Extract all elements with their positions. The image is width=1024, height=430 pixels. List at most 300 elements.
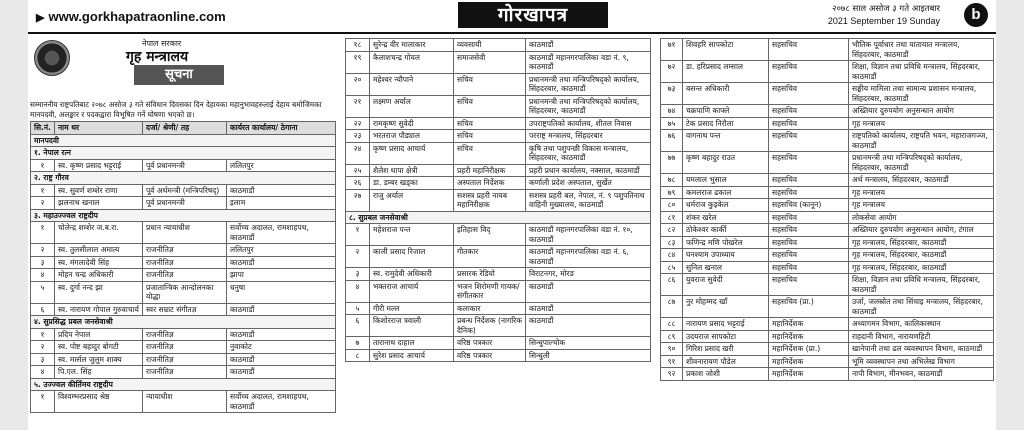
cell-rank: महानिर्देशक bbox=[769, 368, 849, 381]
cell-sn: ८३ bbox=[661, 236, 683, 249]
cell-rank: पूर्व अर्थमन्त्री (मन्त्रिपरिषद्) bbox=[143, 184, 227, 197]
cell-name: कैलाशचन्द्र गोयल bbox=[370, 51, 454, 73]
cell-rank: महानिर्देशक bbox=[769, 355, 849, 368]
cell-office: अर्थ मन्त्रालय, सिंहदरबार, काठमाडौं bbox=[849, 174, 994, 187]
cell-name: रामकृष्ण सुवेदी bbox=[370, 117, 454, 130]
cell-rank: प्रहरी महानिरीक्षक bbox=[454, 164, 526, 177]
cell-rank: सचिव bbox=[454, 130, 526, 143]
cell-rank: कलाकार bbox=[454, 302, 526, 315]
cell-name: शंकर खरेल bbox=[683, 211, 769, 224]
government-label: नेपाल सरकार bbox=[142, 39, 182, 48]
cell-rank: वरिष्ठ पत्रकार bbox=[454, 337, 526, 350]
date-block bbox=[828, 3, 940, 27]
cell-sn: १८ bbox=[346, 39, 370, 52]
cell-office: अख्तियार दुरुपयोग अनुसन्धान आयोग bbox=[849, 105, 994, 118]
table-row bbox=[31, 281, 336, 303]
cell-office: काठमाडौं bbox=[227, 328, 336, 341]
section-heading: ८. सुप्रबल जनसेवाश्री bbox=[346, 211, 651, 224]
cell-office: राष्ट्रपतिको कार्यालय, राष्ट्रपति भवन, महाराजगञ्ज, काठमाडौं bbox=[849, 130, 994, 152]
cell-office: काठमाडौं bbox=[227, 303, 336, 316]
cell-office: काठमाडौं bbox=[227, 366, 336, 379]
cell-sn: १ bbox=[31, 222, 55, 244]
cell-office: सिन्धुली bbox=[526, 349, 651, 362]
cell-name: मोहन चन्द्र अधिकारी bbox=[55, 269, 143, 282]
cell-office: अध्यागमन विभाग, कालिकास्थान bbox=[849, 318, 994, 331]
cell-name: विश्वम्भरप्रसाद श्रेष्ठ bbox=[55, 391, 143, 413]
table-row bbox=[31, 391, 336, 413]
cell-sn: १ bbox=[31, 184, 55, 197]
cell-office: गृह मन्त्रालय, सिंहदरबार, काठमाडौं bbox=[849, 261, 994, 274]
cell-name: तारानाथ दाहाल bbox=[370, 337, 454, 350]
cell-sn: ८ bbox=[346, 349, 370, 362]
cell-sn: ३ bbox=[31, 353, 55, 366]
cell-rank: महानिर्देशक (प्रा.) bbox=[769, 343, 849, 356]
table-row bbox=[661, 61, 994, 83]
cell-name: स्व. मार्सल जुलुम शाक्य bbox=[55, 353, 143, 366]
table-row bbox=[661, 274, 994, 296]
cell-sn: २ bbox=[31, 197, 55, 210]
cell-office: उर्जा, जलस्रोत तथा सिंचाइ मन्त्रालय, सिंहदरबार, काठमाडौं bbox=[849, 296, 994, 318]
cell-office: काठमाडौं bbox=[227, 256, 336, 269]
cell-rank: पूर्व प्रधानमन्त्री bbox=[143, 197, 227, 210]
cell-office: इलाम bbox=[227, 197, 336, 210]
table-row bbox=[346, 224, 651, 246]
cell-sn: ८४ bbox=[661, 249, 683, 262]
cell-sn: ३ bbox=[31, 256, 55, 269]
table-row bbox=[661, 186, 994, 199]
cell-name: स्व. कृष्ण प्रसाद भट्टराई bbox=[55, 159, 143, 172]
cell-sn: ८० bbox=[661, 199, 683, 212]
cell-name: महेश्वर न्यौपाने bbox=[370, 73, 454, 95]
honours-table-3 bbox=[660, 38, 994, 381]
table-row bbox=[661, 330, 994, 343]
cell-name: फणिन्द्र मणि पोखरेल bbox=[683, 236, 769, 249]
cell-sn: २३ bbox=[346, 130, 370, 143]
cell-office: झापा bbox=[227, 269, 336, 282]
cell-office: गृह मन्त्रालय, सिंहदरबार, काठमाडौं bbox=[849, 249, 994, 262]
cell-rank: गीतकार bbox=[454, 246, 526, 268]
cell-sn: १ bbox=[31, 159, 55, 172]
cell-rank: राजनीतिज्ञ bbox=[143, 328, 227, 341]
cell-sn: २५ bbox=[346, 164, 370, 177]
table-row bbox=[346, 177, 651, 190]
cell-sn: ९० bbox=[661, 343, 683, 356]
cell-office: कर्णाली प्रदेश अस्पताल, सुर्खेत bbox=[526, 177, 651, 190]
cell-office: भूमि व्यवस्थापन तथा अभिलेख विभाग bbox=[849, 355, 994, 368]
table-row bbox=[31, 222, 336, 244]
table-row bbox=[661, 39, 994, 61]
col-header-office: कार्यरत कार्यालय/ ठेगाना bbox=[227, 122, 336, 135]
cell-name: स्व. नारायण गोपाल गुरुवाचार्य bbox=[55, 303, 143, 316]
cell-name: शिवहरि सापकोटा bbox=[683, 39, 769, 61]
cell-name: डा. हरिप्रसाद लम्साल bbox=[683, 61, 769, 83]
table-row bbox=[661, 117, 994, 130]
table-row bbox=[346, 95, 651, 117]
cell-office: काठमाडौं bbox=[227, 353, 336, 366]
cell-office: सिन्धुपाल्चोक bbox=[526, 337, 651, 350]
column-1 bbox=[30, 38, 336, 413]
cell-sn: ७६ bbox=[661, 130, 683, 152]
table-row bbox=[346, 302, 651, 315]
table-row bbox=[346, 337, 651, 350]
cell-name: युवराज सुवेदी bbox=[683, 274, 769, 296]
cell-name: स्व. मंगलादेवी सिंह bbox=[55, 256, 143, 269]
cell-name: लक्ष्मण अर्याल bbox=[370, 95, 454, 117]
table-row bbox=[31, 269, 336, 282]
col-header-sn: सि.नं. bbox=[31, 122, 55, 135]
table-row bbox=[346, 130, 651, 143]
cell-rank: सहसचिव bbox=[769, 249, 849, 262]
cell-name: कमलराज ढकाल bbox=[683, 186, 769, 199]
cell-sn: २७ bbox=[346, 189, 370, 211]
notice-intro: सम्माननीय राष्ट्रपतिबाट २०७८ असोज ३ गते संविधान दिवसका दिन देहायका महानुभावहरुलाई देहाय बमोजिमका मानपदवी, अलङ्कार र पदकद्वारा विभूषित गर्ने घोषणा भएको छ। bbox=[30, 100, 322, 119]
cell-sn: ९२ bbox=[661, 368, 683, 381]
cell-office: कृषि तथा पशुपन्छी विकास मन्त्रालय, सिंहदरबार, काठमाडौं bbox=[526, 142, 651, 164]
cell-office: काठमाडौं bbox=[526, 315, 651, 337]
cell-office: धनुषा bbox=[227, 281, 336, 303]
table-row bbox=[661, 318, 994, 331]
section-heading: २. राष्ट्र गौरव bbox=[31, 172, 336, 185]
site-url[interactable] bbox=[36, 9, 226, 24]
cell-name: कृष्ण बहादुर राउत bbox=[683, 152, 769, 174]
cell-name: प्रदिप नेपाल bbox=[55, 328, 143, 341]
cell-rank: न्यायाधीश bbox=[143, 391, 227, 413]
paper-logo-icon: b bbox=[964, 3, 988, 27]
table-row bbox=[661, 343, 994, 356]
table-row bbox=[31, 341, 336, 354]
cell-sn: ८९ bbox=[661, 330, 683, 343]
cell-rank: सहसचिव bbox=[769, 236, 849, 249]
cell-office: सशस्त्र प्रहरी बल, नेपाल, नं. ९ पशुपतिनाथ वाहिनी मुख्यालय, काठमाडौं bbox=[526, 189, 651, 211]
date-nepali: २०७८ साल असोज ३ गते आइतबार bbox=[832, 4, 940, 14]
cell-rank: सहसचिव bbox=[769, 274, 849, 296]
cell-rank: अस्पताल निर्देशक bbox=[454, 177, 526, 190]
government-emblem-icon bbox=[34, 40, 70, 76]
cell-rank: सहसचिव bbox=[769, 211, 849, 224]
cell-sn: ७१ bbox=[661, 39, 683, 61]
cell-office: काठमाडौं bbox=[526, 39, 651, 52]
cell-sn: २१ bbox=[346, 95, 370, 117]
table-row bbox=[346, 268, 651, 281]
section-heading-row bbox=[31, 147, 336, 160]
cell-name: सुनिल खनाल bbox=[683, 261, 769, 274]
cell-rank: सहसचिव bbox=[769, 224, 849, 237]
cell-rank: सचिव bbox=[454, 142, 526, 164]
cell-name: चोलेन्द्र शम्शेर ज.ब.रा. bbox=[55, 222, 143, 244]
cell-sn: ७५ bbox=[661, 117, 683, 130]
table-row bbox=[31, 366, 336, 379]
cell-office: प्रधानमन्त्री तथा मन्त्रिपरिषद्को कार्यालय, सिंहदरबार, काठमाडौं bbox=[526, 73, 651, 95]
table-row bbox=[346, 73, 651, 95]
table-row bbox=[661, 236, 994, 249]
cell-sn: ८२ bbox=[661, 224, 683, 237]
cell-rank: वरिष्ठ पत्रकार bbox=[454, 349, 526, 362]
cell-office: भौतिक पूर्वाधार तथा यातायात मन्त्रालय, सिंहदरबार, काठमाडौं bbox=[849, 39, 994, 61]
cell-name: वागनाथ पन्त bbox=[683, 130, 769, 152]
cell-sn: १ bbox=[346, 224, 370, 246]
cell-sn: ८१ bbox=[661, 211, 683, 224]
cell-rank: सहसचिव bbox=[769, 105, 849, 118]
cell-rank: सशस्त्र प्रहरी नायब महानिरीक्षक bbox=[454, 189, 526, 211]
cell-sn: ७ bbox=[346, 337, 370, 350]
cell-rank: राजनीतिज्ञ bbox=[143, 256, 227, 269]
cell-office: ललितपुर bbox=[227, 244, 336, 257]
cell-rank: राजनीतिज्ञ bbox=[143, 341, 227, 354]
cell-name: महेशराज पन्त bbox=[370, 224, 454, 246]
cell-sn: ६ bbox=[346, 315, 370, 337]
cell-rank: सहसचिव bbox=[769, 261, 849, 274]
table-row bbox=[346, 315, 651, 337]
cell-name: शैलेश थापा क्षेत्री bbox=[370, 164, 454, 177]
cell-office: सर्वोच्च अदालत, रामशाहपथ, काठमाडौं bbox=[227, 222, 336, 244]
notice-header bbox=[30, 38, 336, 100]
cell-rank: सहसचिव bbox=[769, 83, 849, 105]
cell-sn: ७४ bbox=[661, 105, 683, 118]
table-row bbox=[661, 296, 994, 318]
cell-name: ठोकेश्वर कार्की bbox=[683, 224, 769, 237]
table-row bbox=[346, 280, 651, 302]
table-row bbox=[661, 83, 994, 105]
table-row bbox=[31, 353, 336, 366]
cell-rank: राजनीतिज्ञ bbox=[143, 366, 227, 379]
cell-sn: २ bbox=[31, 341, 55, 354]
cell-sn: २६ bbox=[346, 177, 370, 190]
cell-name: स्व. रामुदेवी अधिकारी bbox=[370, 268, 454, 281]
table-row bbox=[346, 142, 651, 164]
arrow-right-icon: ▶ bbox=[36, 12, 45, 24]
cell-name: टेक प्रसाद निरौला bbox=[683, 117, 769, 130]
cell-name: गिरिश प्रसाद खरी bbox=[683, 343, 769, 356]
newspaper-header bbox=[28, 0, 996, 34]
cell-name: भरतराज पौड्याल bbox=[370, 130, 454, 143]
cell-rank: सहसचिव bbox=[769, 39, 849, 61]
cell-sn: १९ bbox=[346, 51, 370, 73]
cell-office: खानेपानी तथा ढल व्यवस्थापन विभाग, काठमाडौं bbox=[849, 343, 994, 356]
cell-sn: ८५ bbox=[661, 261, 683, 274]
cell-rank: व्यवसायी bbox=[454, 39, 526, 52]
cell-rank: भजन शिरोमणी गायक/ संगीतकार bbox=[454, 280, 526, 302]
cell-office: लोकसेवा आयोग bbox=[849, 211, 994, 224]
cell-name: स्व. तुलसीलाल अमात्य bbox=[55, 244, 143, 257]
ministry-name: गृह मन्त्रालय bbox=[126, 49, 189, 65]
cell-name: पि.एल. सिंह bbox=[55, 366, 143, 379]
cell-name: गीरी मल्ल bbox=[370, 302, 454, 315]
cell-office: गृह मन्त्रालय, सिंहदरबार, काठमाडौं bbox=[849, 236, 994, 249]
cell-name: काली प्रसाद रिजाल bbox=[370, 246, 454, 268]
cell-office: गृह मन्त्रालय bbox=[849, 199, 994, 212]
column-3 bbox=[660, 38, 994, 381]
cell-sn: ७३ bbox=[661, 83, 683, 105]
cell-name: स्व. पोष्ट बहादुर बोगटी bbox=[55, 341, 143, 354]
section-heading-row bbox=[31, 316, 336, 329]
section-heading-row bbox=[31, 134, 336, 147]
table-row bbox=[31, 328, 336, 341]
table-header-row bbox=[31, 122, 336, 135]
cell-office: गृह मन्त्रालय bbox=[849, 117, 994, 130]
table-row bbox=[661, 152, 994, 174]
cell-sn: २ bbox=[346, 246, 370, 268]
cell-rank: प्रधान न्यायाधीश bbox=[143, 222, 227, 244]
cell-rank: सहसचिव bbox=[769, 174, 849, 187]
section-heading-row bbox=[31, 172, 336, 185]
honours-table-1 bbox=[30, 121, 336, 413]
cell-name: घनश्याम उपाध्याय bbox=[683, 249, 769, 262]
cell-office: नापी विभाग, मीनभवन, काठमाडौं bbox=[849, 368, 994, 381]
table-row bbox=[346, 189, 651, 211]
cell-office: राहदानी विभाग, नारायणहिटी bbox=[849, 330, 994, 343]
cell-rank: स्वर सम्राट संगीतज्ञ bbox=[143, 303, 227, 316]
cell-sn: १ bbox=[31, 391, 55, 413]
cell-name: चक्रपाणि काफ्ले bbox=[683, 105, 769, 118]
table-row bbox=[661, 130, 994, 152]
table-row bbox=[346, 349, 651, 362]
cell-office: नुवाकोट bbox=[227, 341, 336, 354]
cell-sn: ३ bbox=[346, 268, 370, 281]
cell-office: ललितपुर bbox=[227, 159, 336, 172]
cell-sn: ४ bbox=[31, 269, 55, 282]
cell-sn: २२ bbox=[346, 117, 370, 130]
cell-office: प्रधानमन्त्री तथा मन्त्रिपरिषद्को कार्यालय, सिंहदरबार, काठमाडौं bbox=[526, 95, 651, 117]
section-heading-row bbox=[31, 209, 336, 222]
cell-office: विराटनगर, मोरङ bbox=[526, 268, 651, 281]
cell-rank: सहसचिव bbox=[769, 130, 849, 152]
table-row bbox=[31, 197, 336, 210]
cell-name: स्व. दुर्गा नन्द झा bbox=[55, 281, 143, 303]
cell-office: काठमाडौं महानगरपालिका वडा नं. ६, काठमाडौं bbox=[526, 246, 651, 268]
table-row bbox=[661, 174, 994, 187]
section-heading: ३. महाउज्ज्वल राष्ट्रदीप bbox=[31, 209, 336, 222]
cell-office: उपराष्ट्रपतिको कार्यालय, शीतल निवास bbox=[526, 117, 651, 130]
cell-name: प्रकाश जोशी bbox=[683, 368, 769, 381]
table-row bbox=[31, 303, 336, 316]
cell-rank: सहसचिव bbox=[769, 186, 849, 199]
table-row bbox=[661, 105, 994, 118]
newspaper-page bbox=[28, 34, 996, 430]
cell-name: कृष्ण प्रसाद आचार्य bbox=[370, 142, 454, 164]
cell-rank: राजनीतिज्ञ bbox=[143, 353, 227, 366]
cell-office: काठमाडौं bbox=[227, 184, 336, 197]
cell-rank: राजनीतिज्ञ bbox=[143, 244, 227, 257]
cell-name: नुर मोहम्मद खाँ bbox=[683, 296, 769, 318]
cell-sn: २४ bbox=[346, 142, 370, 164]
table-row bbox=[31, 244, 336, 257]
cell-sn: ८६ bbox=[661, 274, 683, 296]
cell-rank: समाजसेवी bbox=[454, 51, 526, 73]
cell-sn: २० bbox=[346, 73, 370, 95]
cell-name: झलनाथ खनाल bbox=[55, 197, 143, 210]
table-row bbox=[346, 51, 651, 73]
table-row bbox=[661, 199, 994, 212]
cell-name: स्व. सुवर्ण शम्शेर राणा bbox=[55, 184, 143, 197]
table-row bbox=[661, 261, 994, 274]
notice-title: सूचना bbox=[134, 65, 224, 85]
cell-name: शीवनारायण पौडेल bbox=[683, 355, 769, 368]
cell-name: सुरेन्द्र वीर मालाकार bbox=[370, 39, 454, 52]
cell-sn: ४ bbox=[31, 366, 55, 379]
cell-office: शिक्षा, विज्ञान तथा प्रविधि मन्त्रालय, सिंहदरबार, काठमाडौं bbox=[849, 61, 994, 83]
cell-office: काठमाडौं bbox=[526, 280, 651, 302]
table-row bbox=[31, 256, 336, 269]
cell-name: यमलाल भुसाल bbox=[683, 174, 769, 187]
cell-rank: सचिव bbox=[454, 73, 526, 95]
cell-office: प्रधानमन्त्री तथा मन्त्रिपरिषद्को कार्यालय, सिंहदरबार, काठमाडौं bbox=[849, 152, 994, 174]
cell-sn: ६ bbox=[31, 303, 55, 316]
cell-name: उदयराज सापकोटा bbox=[683, 330, 769, 343]
cell-office: शिक्षा, विज्ञान तथा प्रविधि मन्त्रालय, सिंहदरबार, काठमाडौं bbox=[849, 274, 994, 296]
section-heading: मानपदवी bbox=[31, 134, 336, 147]
cell-name: बसन्त अधिकारी bbox=[683, 83, 769, 105]
cell-sn: ४ bbox=[346, 280, 370, 302]
cell-name: डा. डम्बर खड्का bbox=[370, 177, 454, 190]
section-heading: १. नेपाल रत्न bbox=[31, 147, 336, 160]
date-english: 2021 September 19 Sunday bbox=[827, 16, 940, 26]
table-row bbox=[661, 355, 994, 368]
cell-rank: प्रबन्ध निर्देशक (नागरिक दैनिक) bbox=[454, 315, 526, 337]
cell-rank: सहसचिव bbox=[769, 152, 849, 174]
col-header-rank: दर्जा/ श्रेणी/ तह bbox=[143, 122, 227, 135]
cell-office: प्रहरी प्रधान कार्यालय, नक्साल, काठमाडौं bbox=[526, 164, 651, 177]
cell-rank: सहसचिव (प्रा.) bbox=[769, 296, 849, 318]
cell-rank: सचिव bbox=[454, 117, 526, 130]
cell-rank: इतिहास विद् bbox=[454, 224, 526, 246]
cell-rank: महानिर्देशक bbox=[769, 318, 849, 331]
column-2 bbox=[345, 38, 651, 362]
table-row bbox=[346, 39, 651, 52]
cell-sn: ७७ bbox=[661, 152, 683, 174]
section-heading-row bbox=[31, 378, 336, 391]
table-row bbox=[661, 211, 994, 224]
cell-rank: राजनीतिज्ञ bbox=[143, 269, 227, 282]
table-row bbox=[661, 249, 994, 262]
cell-office: सर्वोच्च अदालत, रामशाहपथ, काठमाडौं bbox=[227, 391, 336, 413]
paper-title: गोरखापत्र bbox=[458, 2, 608, 28]
cell-name: राजु अर्याल bbox=[370, 189, 454, 211]
table-row bbox=[31, 159, 336, 172]
cell-office: गृह मन्त्रालय bbox=[849, 186, 994, 199]
section-heading: ५. उज्ज्वल कीर्तिमय राष्ट्रदीप bbox=[31, 378, 336, 391]
table-row bbox=[346, 246, 651, 268]
table-row bbox=[346, 164, 651, 177]
cell-rank: सहसचिव (कानून) bbox=[769, 199, 849, 212]
cell-office: काठमाडौं bbox=[526, 302, 651, 315]
cell-name: धर्मराज कुइकेल bbox=[683, 199, 769, 212]
cell-sn: ८८ bbox=[661, 318, 683, 331]
cell-office: अख्तियार दुरुपयोग अनुसन्धान आयोग, टंगाल bbox=[849, 224, 994, 237]
cell-sn: १ bbox=[31, 328, 55, 341]
cell-office: परराष्ट्र मन्त्रालय, सिंहदरबार bbox=[526, 130, 651, 143]
cell-sn: ७८ bbox=[661, 174, 683, 187]
cell-sn: ७२ bbox=[661, 61, 683, 83]
table-row bbox=[346, 117, 651, 130]
cell-rank: सचिव bbox=[454, 95, 526, 117]
site-url-text: www.gorkhapatraonline.com bbox=[48, 9, 226, 24]
cell-sn: ७९ bbox=[661, 186, 683, 199]
table-row bbox=[661, 224, 994, 237]
cell-sn: २ bbox=[31, 244, 55, 257]
cell-rank: प्रसारक रेडियो bbox=[454, 268, 526, 281]
cell-office: काठमाडौं महानगरपालिका वडा नं. १०, काठमाडौं bbox=[526, 224, 651, 246]
cell-name: किशोरराज त्रवाली bbox=[370, 315, 454, 337]
cell-sn: ५ bbox=[31, 281, 55, 303]
cell-sn: ५ bbox=[346, 302, 370, 315]
section-heading: ४. सुप्रसिद्ध प्रबल जनसेवाश्री bbox=[31, 316, 336, 329]
cell-sn: ८७ bbox=[661, 296, 683, 318]
table-row bbox=[31, 184, 336, 197]
col-header-name: नाम थर bbox=[55, 122, 143, 135]
cell-office: काठमाडौं महानगरपालिका वडा नं. ९, काठमाडौं bbox=[526, 51, 651, 73]
cell-name: सुरेश प्रसाद आचार्य bbox=[370, 349, 454, 362]
cell-rank: प्रजातान्त्रिक आन्दोलनका योद्धा bbox=[143, 281, 227, 303]
